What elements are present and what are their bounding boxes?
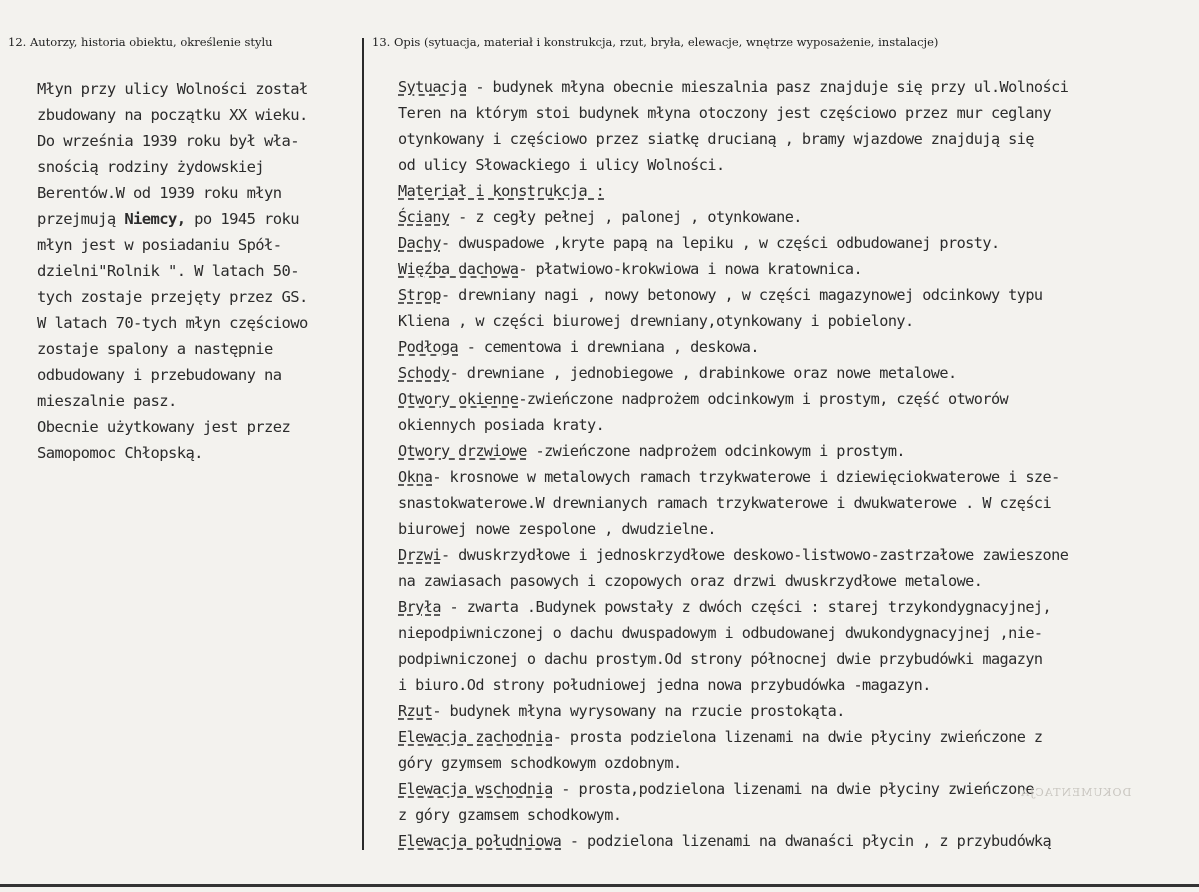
history-line: W latach 70-tych młyn częściowo: [37, 314, 308, 332]
history-line: zbudowany na początku XX wieku.: [37, 106, 308, 124]
description-text: góry gzymsem schodkowym ozdobnym.: [398, 754, 682, 772]
description-text: - cementowa i drewniana , deskowa.: [458, 338, 759, 356]
section-heading: Rzut: [398, 702, 433, 720]
description-line: [398, 334, 1198, 360]
description-text: - budynek młyna wyrysowany na rzucie prostokąta.: [432, 702, 845, 720]
section-heading: Bryła: [398, 598, 441, 616]
description-line: [398, 542, 1198, 568]
description-text: Teren na którym stoi budynek młyna otoczony jest częściowo przez mur ceglany: [398, 104, 1052, 122]
description-line: [398, 828, 1198, 854]
section-heading: Materiał i konstrukcja :: [398, 182, 605, 200]
history-emphasis: Niemcy,: [124, 210, 186, 228]
description-text: okiennych posiada kraty.: [398, 416, 605, 434]
history-line: [37, 206, 357, 232]
description-line: [398, 646, 1198, 672]
description-line: [398, 568, 1198, 594]
section-heading: Okna: [398, 468, 433, 486]
description-text: podpiwniczonej o dachu prostym.Od strony północnej dwie przybudówki magazyn: [398, 650, 1043, 668]
bottom-rule: [0, 884, 1199, 887]
section-heading: Dachy: [398, 234, 441, 252]
description-text: otynkowany i częściowo przez siatkę drucianą , bramy wjazdowe znajdują się: [398, 130, 1034, 148]
description-line: [398, 100, 1198, 126]
description-line: [398, 74, 1198, 100]
description-text-column: [398, 74, 1198, 854]
history-line: Berentów.W od 1939 roku młyn: [37, 184, 282, 202]
description-text: Kliena , w części biurowej drewniany,otynkowany i pobielony.: [398, 312, 914, 330]
description-line: [398, 698, 1198, 724]
description-line: [398, 152, 1198, 178]
section-heading: Ściany: [398, 208, 450, 226]
description-text: na zawiasach pasowych i czopowych oraz drzwi dwuskrzydłowe metalowe.: [398, 572, 983, 590]
section-heading: Schody: [398, 364, 450, 382]
history-line: Samopomoc Chłopską.: [37, 444, 203, 462]
section-heading: Strop: [398, 286, 441, 304]
description-text: - dwuskrzydłowe i jednoskrzydłowe deskowo-listwowo-zastrzałowe zawieszone: [440, 546, 1069, 564]
description-text: od ulicy Słowackiego i ulicy Wolności.: [398, 156, 725, 174]
history-line: Do września 1939 roku był wła-: [37, 132, 299, 150]
description-text: - zwarta .Budynek powstały z dwóch części : starej trzykondygnacyjnej,: [440, 598, 1052, 616]
description-text: biurowej nowe zespolone , dwudzielne.: [398, 520, 716, 538]
section-13-header: 13. Opis (sytuacja, materiał i konstrukcja, rzut, bryła, elewacje, wnętrze wyposażenie, instalacje): [372, 35, 939, 49]
description-line: [398, 412, 1198, 438]
description-line: [398, 282, 1198, 308]
description-text: - drewniane , jednobiegowe , drabinkowe oraz nowe metalowe.: [449, 364, 957, 382]
description-text: snastokwaterowe.W drewnianych ramach trzykwaterowe i dwukwaterowe . W części: [398, 494, 1052, 512]
history-line: zostaje spalony a następnie: [37, 340, 273, 358]
description-line: [398, 308, 1198, 334]
description-line: [398, 594, 1198, 620]
description-line: [398, 178, 1198, 204]
description-text: - drewniany nagi , nowy betonowy , w części magazynowej odcinkowy typu: [440, 286, 1043, 304]
section-heading: Otwory okienne: [398, 390, 519, 408]
history-text: przejmują: [37, 210, 125, 228]
section-12-header: 12. Autorzy, historia obiektu, określenie stylu: [8, 35, 273, 49]
history-line: odbudowany i przebudowany na: [37, 366, 282, 384]
description-text: - prosta podzielona lizenami na dwie płyciny zwieńczone z: [552, 728, 1043, 746]
history-line: tych zostaje przejęty przez GS.: [37, 288, 308, 306]
description-text: - dwuspadowe ,kryte papą na lepiku , w części odbudowanej prosty.: [440, 234, 1000, 252]
bleed-through-text: DOKUMENTACJA: [1020, 786, 1132, 799]
description-text: -zwieńczone nadprożem odcinkowym i prostym.: [526, 442, 906, 460]
description-line: [398, 490, 1198, 516]
description-line: [398, 204, 1198, 230]
section-heading: Sytuacja: [398, 78, 467, 96]
history-line: snością rodziny żydowskiej: [37, 158, 265, 176]
history-line: Obecnie użytkowany jest przez: [37, 418, 291, 436]
section-heading: Elewacja zachodnia: [398, 728, 553, 746]
history-line: dzielni"Rolnik ". W latach 50-: [37, 262, 299, 280]
history-text-column: [37, 76, 357, 466]
description-line: [398, 126, 1198, 152]
description-text: i biuro.Od strony południowej jedna nowa przybudówka -magazyn.: [398, 676, 931, 694]
description-line: [398, 516, 1198, 542]
description-line: [398, 256, 1198, 282]
description-text: - budynek młyna obecnie mieszalnia pasz znajduje się przy ul.Wolności: [466, 78, 1069, 96]
history-line: młyn jest w posiadaniu Spół-: [37, 236, 282, 254]
history-line: Młyn przy ulicy Wolności został: [37, 80, 308, 98]
description-text: - krosnowe w metalowych ramach trzykwaterowe i dziewięciokwaterowe i sze-: [432, 468, 1060, 486]
section-heading: Podłoga: [398, 338, 459, 356]
section-heading: Elewacja południowa: [398, 832, 562, 850]
description-line: [398, 360, 1198, 386]
section-heading: Elewacja wschodnia: [398, 780, 553, 798]
description-text: - z cegły pełnej , palonej , otynkowane.: [449, 208, 802, 226]
description-line: [398, 750, 1198, 776]
section-heading: Drzwi: [398, 546, 441, 564]
description-line: [398, 620, 1198, 646]
description-line: [398, 464, 1198, 490]
description-text: -zwieńczone nadprożem odcinkowym i prostym, część otworów: [518, 390, 1009, 408]
column-divider: [362, 38, 364, 850]
description-text: z góry gzamsem schodkowym.: [398, 806, 622, 824]
description-line: [398, 386, 1198, 412]
section-heading: Więźba dachowa: [398, 260, 519, 278]
description-line: [398, 724, 1198, 750]
description-line: [398, 230, 1198, 256]
history-line: mieszalnie pasz.: [37, 392, 177, 410]
description-text: - podzielona lizenami na dwanaści płycin , z przybudówką: [561, 832, 1052, 850]
description-text: - prosta,podzielona lizenami na dwie płyciny zwieńczone: [552, 780, 1034, 798]
description-line: [398, 802, 1198, 828]
description-text: niepodpiwniczonej o dachu dwuspadowym i odbudowanej dwukondygnacyjnej ,nie-: [398, 624, 1043, 642]
description-line: [398, 672, 1198, 698]
history-text: po 1945 roku: [185, 210, 299, 228]
description-line: [398, 438, 1198, 464]
section-heading: Otwory drzwiowe: [398, 442, 527, 460]
description-text: - płatwiowo-krokwiowa i nowa kratownica.: [518, 260, 863, 278]
